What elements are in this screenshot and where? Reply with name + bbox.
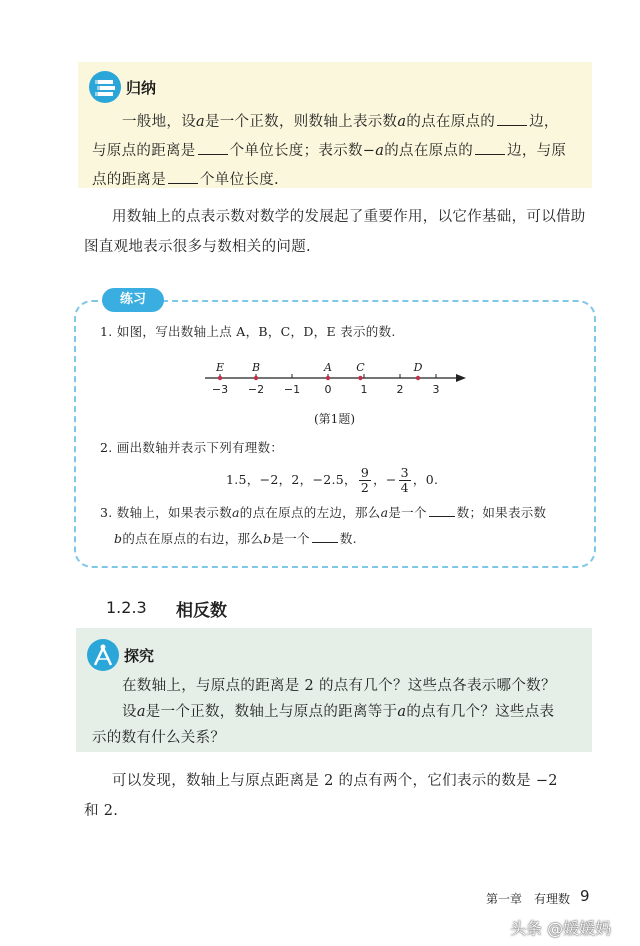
fraction: $\frac{9}{2}$	[360, 465, 370, 495]
number-line	[200, 358, 470, 398]
practice-q1: 1. 如图，写出数轴上点 A，B，C，D，E 表示的数.	[100, 324, 396, 339]
answer-blank	[168, 170, 198, 184]
explore-line-1: 在数轴上，与原点的距离是 2 的点有几个？这些点各表示哪个数？	[122, 678, 556, 694]
point-label: E	[215, 361, 225, 374]
explore-badge	[86, 638, 154, 672]
q1-caption: (第1题)	[314, 412, 355, 426]
induction-text	[92, 108, 588, 195]
point-C	[358, 376, 362, 380]
answer-blank	[429, 503, 455, 517]
induction-badge	[88, 70, 156, 104]
point-label: D	[413, 361, 423, 374]
watermark: 头条 @媛媛妈	[510, 919, 612, 938]
page-number: 9	[580, 887, 590, 905]
compass-icon	[86, 638, 120, 672]
axis-arrow	[456, 374, 466, 382]
books-icon	[88, 70, 122, 104]
tick-label: 1	[360, 383, 368, 396]
answer-blank	[198, 141, 228, 155]
q3-line-1: 3. 数轴上，如果表示数a的点在原点的左边，那么a是一个 数；如果表示数	[100, 505, 547, 520]
body-paragraph	[84, 202, 604, 262]
answer-blank	[497, 112, 527, 126]
fraction: $\frac{3}{4}$	[400, 465, 409, 495]
tick-label: −1	[283, 383, 301, 396]
explore-line-2: 设a是一个正数，数轴上与原点的距离等于a的点有几个？这些点表	[122, 704, 555, 720]
point-B	[254, 376, 258, 380]
explore-label: 探究	[124, 646, 155, 665]
body-line-2: 图直观地表示很多与数相关的问题.	[84, 239, 311, 255]
conclusion-line-2: 和 2.	[84, 803, 119, 819]
point-A	[326, 376, 330, 380]
point-label: B	[251, 361, 261, 374]
q2-values: 1.5，−2，2，−2.5， $\frac{9}{2}$ ，− $\frac{3}{4}$ ，0.	[226, 465, 439, 495]
induction-label: 归纳	[126, 78, 157, 97]
tick-label: 2	[396, 383, 404, 396]
conclusion-line-1: 可以发现，数轴上与原点距离是 2 的点有两个，它们表示的数是 −2	[112, 773, 558, 789]
practice-q2: 2. 画出数轴并表示下列有理数：	[100, 440, 284, 455]
point-D	[416, 376, 420, 380]
tick-label: −3	[211, 383, 229, 396]
answer-blank	[312, 529, 338, 543]
point-label: A	[324, 361, 332, 374]
induction-line-1: 一般地，设a是一个正数，则数轴上表示数a的点在原点的 边，	[122, 114, 559, 130]
footer-chapter: 第一章 有理数	[486, 892, 571, 906]
explore-text	[92, 673, 588, 751]
point-label: C	[356, 361, 365, 374]
practice-q3	[100, 500, 590, 552]
tick-label: 0	[324, 383, 332, 396]
point-E	[218, 376, 222, 380]
induction-line-3: 点的距离是 个单位长度.	[92, 172, 279, 188]
section-number: 1.2.3	[106, 598, 147, 617]
conclusion-paragraph	[84, 766, 604, 826]
tick-label: −2	[247, 383, 265, 396]
q3-line-2: b的点在原点的右边，那么b是一个 数.	[114, 531, 357, 546]
section-title: 相反数	[176, 601, 227, 621]
explore-line-3: 示的数有什么关系？	[92, 730, 226, 746]
practice-label: 练习	[102, 288, 164, 312]
tick-label: 3	[432, 383, 440, 396]
induction-line-2: 与原点的距离是 个单位长度；表示数−a的点在原点的 边，与原	[92, 143, 567, 159]
answer-blank	[475, 141, 505, 155]
body-line-1: 用数轴上的点表示数对数学的发展起了重要作用，以它作基础，可以借助	[112, 209, 586, 225]
